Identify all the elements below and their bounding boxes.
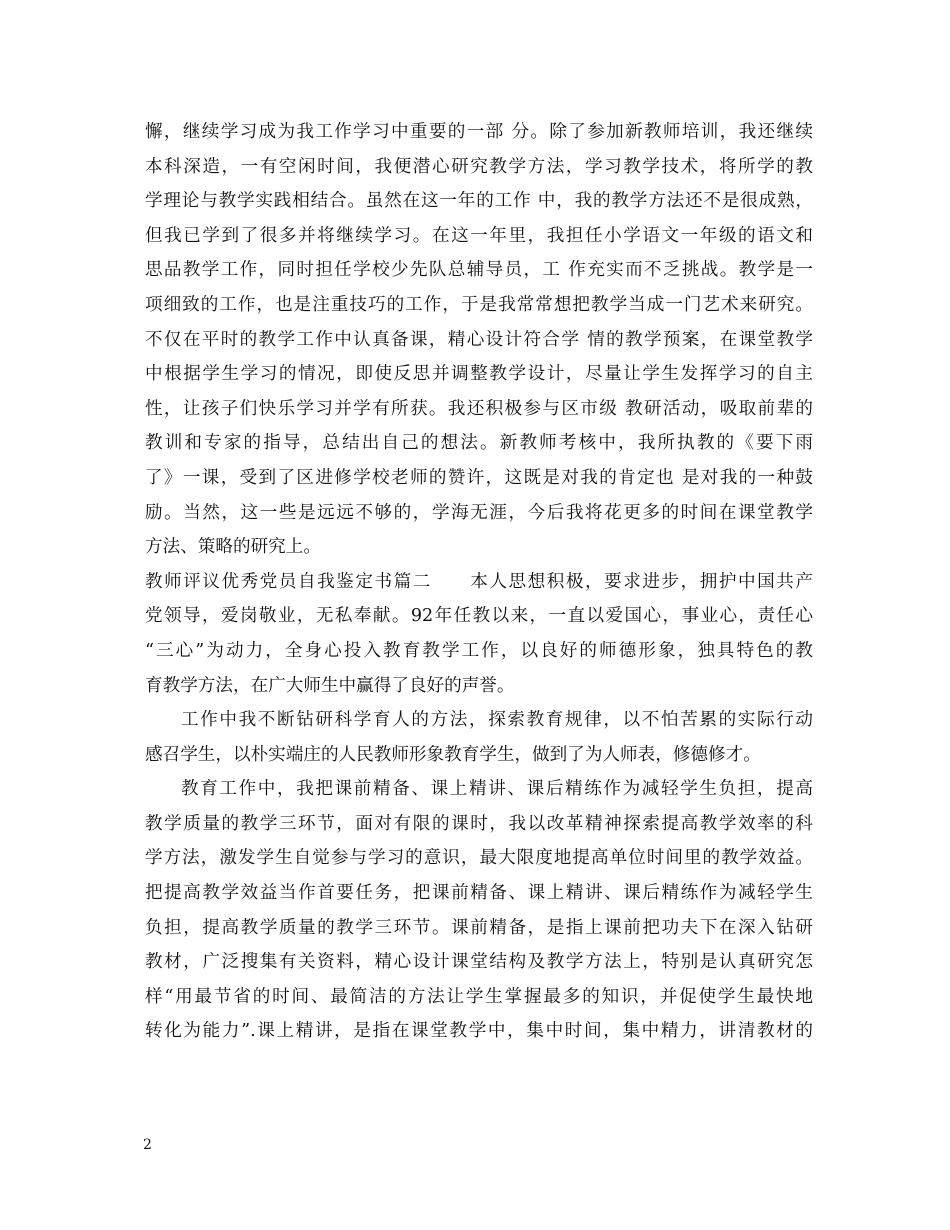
text-line: 方法、策略的研究上。 [145, 537, 321, 558]
text-line: 不仅在平时的教学工作中认真备课，精心设计符合学 情的教学预案，在课堂教学 [145, 329, 813, 350]
text-line: 样“用最节省的时间、最简洁的方法让学生掌握最多的知识，并促使学生最快地 [145, 986, 813, 1007]
text-line: 了》一课，受到了区进修学校老师的赞许，这既是对我的肯定也 是对我的一种鼓 [145, 467, 813, 488]
text-line: 学方法，激发学生自觉参与学习的意识，最大限度地提高单位时间里的教学效益。 [145, 848, 813, 869]
text-line: 教学质量的教学三环节，面对有限的课时，我以改革精神探索提高教学效率的科 [145, 813, 813, 834]
text-line: “三心”为动力，全身心投入教育教学工作，以良好的师德形象，独具特色的教 [145, 640, 813, 661]
text-line: 懈，继续学习成为我工作学习中重要的一部 分。除了参加新教师培训，我还继续 [145, 122, 813, 142]
text-line: 党领导，爱岗敬业，无私奉献。92年任教以来，一直以爱国心，事业心，责任心 [145, 606, 813, 627]
text-line: 中根据学生学习的情况，即使反思并调整教学设计，尽量让学生发挥学习的自主 [145, 364, 813, 385]
text-line: 但我已学到了很多并将继续学习。在这一年里，我担任小学语文一年级的语文和 [145, 225, 813, 246]
text-line: 转化为能力”.课上精讲，是指在课堂教学中，集中时间，集中精力，讲清教材的 [145, 1021, 813, 1042]
text-line: 教训和专家的指导，总结出自己的想法。新教师考核中，我所执教的《要下雨 [145, 433, 813, 454]
text-line: 育教学方法，在广大师生中赢得了良好的声誉。 [145, 675, 515, 696]
text-line: 教材，广泛搜集有关资料，精心设计课堂结构及教学方法上，特别是认真研究怎 [145, 952, 813, 973]
text-line: 教师评议优秀党员自我鉴定书篇二 本人思想积极，要求进步，拥护中国共产 [145, 571, 813, 592]
text-line: 项细致的工作，也是注重技巧的工作，于是我常常想把教学当成一门艺术来研究。 [145, 294, 813, 315]
text-line: 工作中我不断钻研科学育人的方法，探索教育规律，以不怕苦累的实际行动 [181, 710, 813, 731]
text-line: 教育工作中，我把课前精备、课上精讲、课后精练作为减轻学生负担，提高 [181, 779, 813, 800]
text-line: 励。当然，这一些是远远不够的，学海无涯，今后我将花更多的时间在课堂教学 [145, 502, 813, 523]
text-line: 学理论与教学实践相结合。虽然在这一年的工作 中，我的教学方法还不是很成熟， [145, 191, 813, 212]
text-line: 负担，提高教学质量的教学三环节。课前精备，是指上课前把功夫下在深入钻研 [145, 917, 813, 938]
text-line: 性，让孩子们快乐学习并学有所获。我还积极参与区市级 教研活动，吸取前辈的 [145, 398, 813, 419]
text-line: 思品教学工作，同时担任学校少先队总辅导员，工 作充实而不乏挑战。教学是一 [145, 260, 813, 281]
text-line: 感召学生，以朴实端庄的人民教师形象教育学生，做到了为人师表，修德修才。 [145, 744, 761, 765]
text-line: 本科深造，一有空闲时间，我便潜心研究教学方法，学习教学技术，将所学的教 [145, 156, 813, 177]
body-text [145, 115, 813, 1049]
page-number: 2 [143, 1137, 152, 1153]
text-line: 把提高教学效益当作首要任务，把课前精备、课上精讲、课后精练作为减轻学生 [145, 883, 813, 904]
